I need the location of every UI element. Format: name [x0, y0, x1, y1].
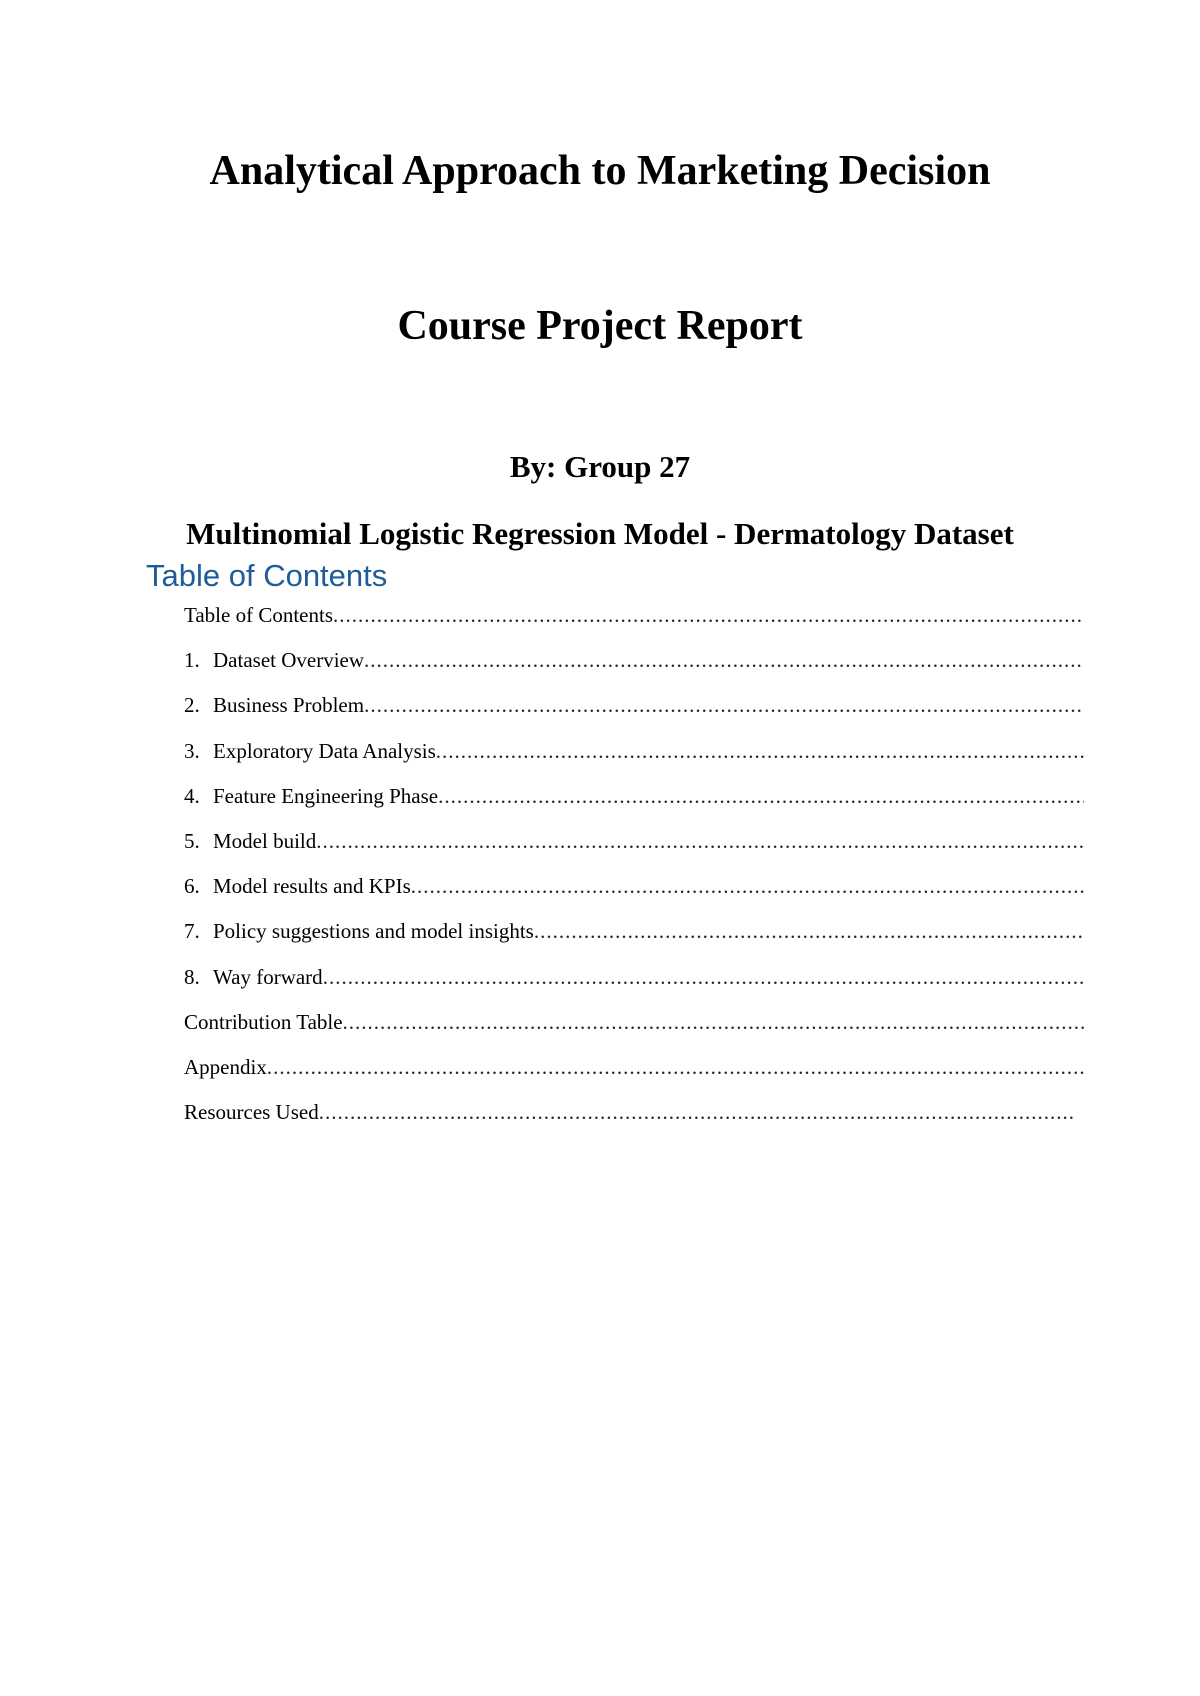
model-title: Multinomial Logistic Regression Model - Dermatology Dataset — [186, 516, 1014, 551]
toc-entry-number: 3. — [184, 738, 200, 763]
toc-leader-dots — [534, 916, 1084, 946]
toc-entry-number: 5. — [184, 828, 200, 853]
toc-entry-number: 8. — [184, 964, 200, 989]
toc-leader-dots — [333, 600, 1084, 630]
toc-leader-dots — [436, 736, 1084, 766]
toc-leader-dots — [411, 871, 1084, 901]
document-title: Analytical Approach to Marketing Decision — [209, 148, 991, 194]
toc-entry-dataset-overview[interactable] — [184, 645, 1084, 690]
document-subtitle: Course Project Report — [397, 303, 803, 349]
toc-leader-dots — [364, 690, 1084, 720]
toc-entry-number: 4. — [184, 783, 200, 808]
toc-entry-label: Exploratory Data Analysis — [213, 738, 436, 763]
toc-entry-label: Contribution Table — [184, 1009, 343, 1034]
toc-entry-appendix[interactable] — [184, 1052, 1084, 1097]
toc-entry-resources-used[interactable] — [184, 1097, 1073, 1142]
toc-entry-way-forward[interactable] — [184, 962, 1084, 1007]
toc-leader-dots — [364, 645, 1084, 675]
toc-entry-feature-engineering-phase[interactable] — [184, 781, 1084, 826]
toc-entry-label: Policy suggestions and model insights — [213, 919, 534, 944]
toc-leader-dots — [343, 1007, 1084, 1037]
toc-heading: Table of Contents — [146, 558, 388, 593]
toc-leader-dots — [319, 1097, 1073, 1127]
toc-entry-label: Table of Contents — [184, 603, 333, 627]
toc-entry-exploratory-data-analysis[interactable] — [184, 736, 1084, 781]
toc-leader-dots — [438, 781, 1084, 811]
toc-leader-dots — [316, 826, 1084, 856]
document-byline: By: Group 27 — [509, 449, 691, 484]
toc-entry-number: 1. — [184, 648, 200, 673]
toc-entry-business-problem[interactable] — [184, 690, 1084, 735]
toc-entry-model-build[interactable] — [184, 826, 1084, 871]
toc-entry-contribution-table[interactable] — [184, 1007, 1084, 1052]
toc-entry-number: 6. — [184, 874, 200, 899]
toc-leader-dots — [323, 962, 1084, 992]
toc-entry-label: Resources Used — [184, 1100, 319, 1125]
toc-entry-model-results-and-kpis[interactable] — [184, 871, 1084, 916]
toc-entry-label: Feature Engineering Phase — [213, 783, 439, 808]
toc-entry-label: Model build — [213, 828, 317, 853]
table-of-contents — [184, 600, 1084, 1142]
toc-entry-label: Business Problem — [213, 693, 365, 718]
toc-entry-label: Dataset Overview — [213, 648, 365, 673]
toc-entry-number: 2. — [184, 693, 200, 718]
toc-leader-dots — [267, 1052, 1084, 1082]
toc-entry-policy-suggestions[interactable] — [184, 916, 1084, 961]
toc-entry-label: Way forward — [213, 964, 323, 989]
toc-entry-table-of-contents[interactable] — [184, 600, 1084, 645]
toc-entry-label: Model results and KPIs — [213, 874, 411, 899]
toc-entry-number: 7. — [184, 919, 200, 944]
toc-entry-label: Appendix — [184, 1054, 267, 1079]
